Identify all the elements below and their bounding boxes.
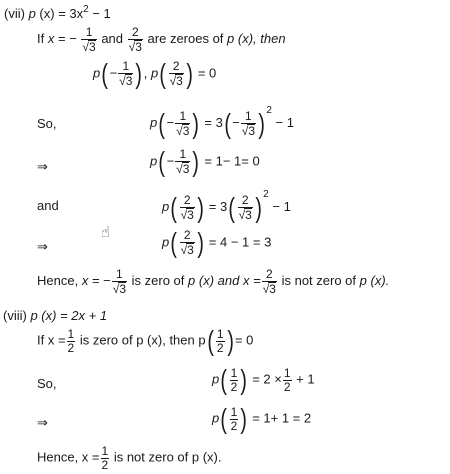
- hence-conclusion-vii: Hence, x = − $\frac{1}{√3}$ is zero of p (x) and x = $\frac{2}{√3}$ is not zero of p (x).: [37, 267, 390, 296]
- so-label: So,: [37, 116, 57, 131]
- part-vii-definition: (vii) p $(x) = 3x^2 - 1$: [4, 4, 111, 21]
- implies-arrow: ⇒: [37, 415, 48, 430]
- implies-arrow: ⇒: [37, 239, 48, 254]
- fraction: $\frac{2}{√3}$: [128, 25, 142, 54]
- so-label: So,: [37, 376, 57, 391]
- equation-p-neg: p(− $\frac{1}{√3}$ ) = 3(− $\frac{1}{√3}$ )$^2$ − 1: [150, 105, 294, 139]
- implies-arrow: ⇒: [37, 159, 48, 174]
- part-label: (viii): [3, 308, 27, 323]
- result-viii: p( $\frac{1}{2}$ ) = 1+ 1 = 2: [212, 403, 312, 434]
- part-viii-definition: (viii) p (x) = 2x + 1: [3, 308, 108, 323]
- part-label: (vii): [4, 6, 25, 21]
- fraction: $\frac{1}{√3}$: [82, 25, 96, 54]
- both-zero-equation: p(− $\frac{1}{√3}$ ), p( $\frac{2}{√3}$ ) = 0: [93, 58, 217, 89]
- result-p-neg: p(− $\frac{1}{√3}$ ) = 1− 1= 0: [150, 146, 260, 177]
- if-statement: If x = − $\frac{1}{√3}$ and $\frac{2}{√3}$ are zeroes of p (x), then: [37, 25, 286, 54]
- equation-viii: p( $\frac{1}{2}$ ) = 2 × $\frac{1}{2}$ + 1: [212, 364, 315, 395]
- and-label: and: [37, 198, 59, 213]
- if-statement-viii: If x = $\frac{1}{2}$ is zero of p (x), then p( $\frac{1}{2}$ )= 0: [37, 325, 254, 356]
- hand-pointer-icon: ☝: [101, 224, 111, 241]
- hence-conclusion-viii: Hence, x = $\frac{1}{2}$ is not zero of p (x).: [37, 444, 222, 472]
- equation-p-pos: p( $\frac{2}{√3}$ ) = 3( $\frac{2}{√3}$ )$^2$ − 1: [162, 189, 291, 223]
- result-p-pos: p( $\frac{2}{√3}$ ) = 4 − 1 = 3: [162, 227, 272, 258]
